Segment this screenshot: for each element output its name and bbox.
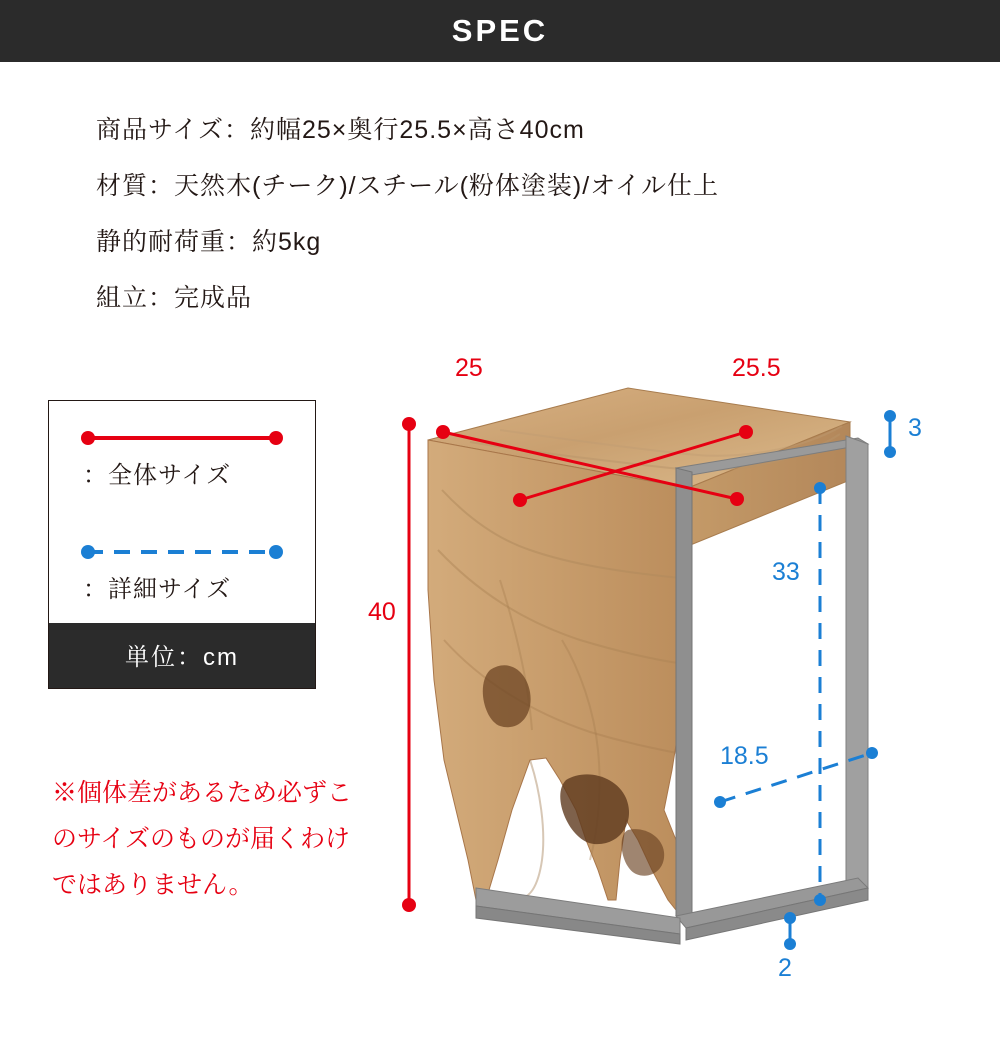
dashed-line-icon	[87, 550, 277, 554]
legend-label-detail: ：詳細サイズ	[83, 576, 232, 603]
product-dimension-diagram	[368, 340, 1000, 1000]
legend-body	[49, 401, 315, 623]
endpoint-dot-icon	[402, 417, 416, 431]
spec-line-assembly: 組立：完成品	[96, 284, 253, 312]
endpoint-dot-icon	[513, 493, 527, 507]
endpoint-dot-icon	[730, 492, 744, 506]
endpoint-dot-icon	[402, 898, 416, 912]
dim-label-bar-thickness: 2	[778, 954, 792, 982]
endpoint-dot-icon	[814, 894, 826, 906]
frame-rear-post	[676, 468, 692, 920]
legend-box	[48, 400, 316, 689]
disclaimer-note: ※個体差があるため必ずこのサイズのものが届くわけではありません。	[52, 779, 353, 899]
solid-line-icon	[87, 436, 277, 440]
spec-header	[0, 0, 1000, 62]
spec-line-size: 商品サイズ：約幅25×奥行25.5×高さ40cm	[96, 116, 585, 144]
dim-label-frame-depth: 18.5	[720, 742, 769, 770]
endpoint-dot-icon	[81, 545, 95, 559]
endpoint-dot-icon	[784, 912, 796, 924]
legend-sample-detail	[49, 537, 315, 567]
wood-grain	[520, 760, 543, 897]
endpoint-dot-icon	[714, 796, 726, 808]
endpoint-dot-icon	[884, 410, 896, 422]
endpoint-dot-icon	[269, 545, 283, 559]
spec-line-load: 静的耐荷重：約5kg	[96, 228, 322, 256]
legend-sample-overall	[49, 423, 315, 453]
endpoint-dot-icon	[814, 482, 826, 494]
frame-front-post	[846, 436, 868, 900]
endpoint-dot-icon	[436, 425, 450, 439]
dim-label-frame-height: 33	[772, 558, 800, 586]
endpoint-dot-icon	[81, 431, 95, 445]
legend-label-overall: ：全体サイズ	[83, 462, 232, 489]
spec-list	[0, 102, 1000, 326]
dim-label-top-thickness: 3	[908, 414, 922, 442]
dim-label-height: 40	[368, 598, 396, 626]
endpoint-dot-icon	[269, 431, 283, 445]
endpoint-dot-icon	[784, 938, 796, 950]
endpoint-dot-icon	[884, 446, 896, 458]
legend-unit-label: 単位：cm	[49, 623, 315, 688]
page-title: SPEC	[451, 13, 549, 48]
spec-line-material: 材質：天然木(チーク)/スチール(粉体塗装)/オイル仕上	[96, 172, 719, 200]
endpoint-dot-icon	[866, 747, 878, 759]
diagram-svg	[380, 340, 1000, 1000]
endpoint-dot-icon	[739, 425, 753, 439]
dim-label-depth: 25.5	[732, 354, 781, 382]
dim-label-width: 25	[455, 354, 483, 382]
